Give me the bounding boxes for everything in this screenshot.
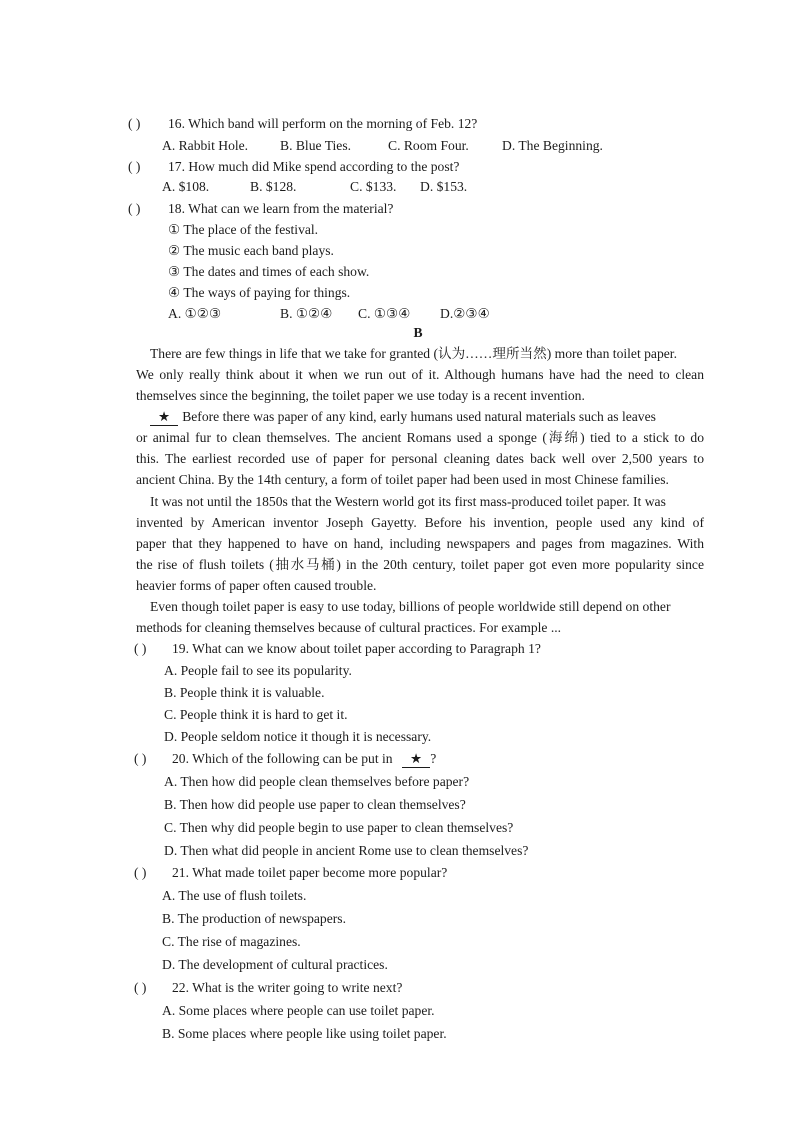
- question-17-option-d: D. $153.: [420, 179, 468, 194]
- passage-p1-line-3: themselves since the beginning, the toilet paper we use today is a recent invention.: [136, 388, 585, 403]
- question-16-option-b: B. Blue Ties.: [280, 138, 352, 153]
- answer-bracket: ( ): [128, 159, 141, 174]
- question-18-option-d: D.②③④: [440, 306, 490, 321]
- passage-p3-line-3: paper that they happened to have on hand, including newspapers and pages from magazines. With: [136, 536, 704, 551]
- answer-bracket: ( ): [134, 751, 147, 766]
- question-18-option-a: A. ①②③: [168, 306, 222, 321]
- question-20-stem: [172, 751, 436, 768]
- star-blank: ★: [402, 751, 430, 768]
- question-20-option-a: A. Then how did people clean themselves before paper?: [164, 774, 470, 789]
- question-17-stem: 17. How much did Mike spend according to the post?: [168, 159, 460, 174]
- question-20-stem-text: 20. Which of the following can be put in: [172, 751, 393, 766]
- question-19-option-b: B. People think it is valuable.: [164, 685, 325, 700]
- answer-bracket: ( ): [134, 865, 147, 880]
- answer-bracket: ( ): [134, 980, 147, 995]
- question-16-option-d: D. The Beginning.: [502, 138, 603, 153]
- question-18-item-1: ① The place of the festival.: [168, 222, 319, 237]
- passage-p3-line-4: the rise of flush toilets (抽水马桶) in the 20th century, toilet paper got even more popularity since: [136, 557, 704, 572]
- question-18-stem: 18. What can we learn from the material?: [168, 201, 394, 216]
- question-16-option-c: C. Room Four.: [388, 138, 469, 153]
- answer-bracket: ( ): [134, 641, 147, 656]
- passage-p3-line-1: It was not until the 1850s that the Western world got its first mass-produced toilet paper. It was: [150, 494, 666, 509]
- question-19-option-a: A. People fail to see its popularity.: [164, 663, 352, 678]
- question-18-item-3: ③ The dates and times of each show.: [168, 264, 370, 279]
- passage-p2-line-2: or animal fur to clean themselves. The ancient Romans used a sponge (海绵) tied to a stick to do: [136, 430, 704, 445]
- question-21-option-c: C. The rise of magazines.: [162, 934, 301, 949]
- question-19-option-d: D. People seldom notice it though it is necessary.: [164, 729, 432, 744]
- passage-p2-line-1: [150, 409, 656, 426]
- question-19-option-c: C. People think it is hard to get it.: [164, 707, 348, 722]
- passage-p4-line-1: Even though toilet paper is easy to use today, billions of people worldwide still depend on other: [150, 599, 671, 614]
- question-20-qmark: ?: [430, 751, 437, 766]
- passage-p3-line-2: invented by American inventor Joseph Gayetty. Before his invention, people used any kind of: [136, 515, 704, 530]
- question-18-item-2: ② The music each band plays.: [168, 243, 334, 258]
- question-16-stem: 16. Which band will perform on the morning of Feb. 12?: [168, 116, 478, 131]
- passage-p1-line-1: There are few things in life that we take for granted (认为……理所当然) more than toilet paper.: [150, 346, 677, 361]
- question-22-option-a: A. Some places where people can use toilet paper.: [162, 1003, 435, 1018]
- question-18-option-c: C. ①③④: [358, 306, 411, 321]
- question-21-option-b: B. The production of newspapers.: [162, 911, 346, 926]
- question-22-stem: 22. What is the writer going to write next?: [172, 980, 403, 995]
- question-22-option-b: B. Some places where people like using toilet paper.: [162, 1026, 447, 1041]
- passage-p4-line-2: methods for cleaning themselves because of cultural practices. For example ...: [136, 620, 562, 635]
- question-17-option-a: A. $108.: [162, 179, 210, 194]
- passage-p2-line-3: this. The earliest recorded use of paper for personal cleaning dates back well over 2,500 years to: [136, 451, 704, 466]
- question-18-item-4: ④ The ways of paying for things.: [168, 285, 351, 300]
- passage-p2-line-4: ancient China. By the 14th century, a form of toilet paper had been used in most Chinese families.: [136, 472, 669, 487]
- question-20-option-b: B. Then how did people use paper to clean themselves?: [164, 797, 466, 812]
- passage-p2-line-1-text: Before there was paper of any kind, early humans used natural materials such as leaves: [182, 409, 656, 424]
- question-16-option-a: A. Rabbit Hole.: [162, 138, 249, 153]
- question-21-option-a: A. The use of flush toilets.: [162, 888, 307, 903]
- question-17-option-b: B. $128.: [250, 179, 297, 194]
- answer-bracket: ( ): [128, 201, 141, 216]
- question-17-option-c: C. $133.: [350, 179, 397, 194]
- answer-bracket: ( ): [128, 116, 141, 131]
- question-20-option-d: D. Then what did people in ancient Rome use to clean themselves?: [164, 843, 529, 858]
- section-b-heading: B: [413, 325, 423, 340]
- passage-p3-line-5: heavier forms of paper often caused trouble.: [136, 578, 377, 593]
- question-20-option-c: C. Then why did people begin to use paper to clean themselves?: [164, 820, 514, 835]
- question-21-option-d: D. The development of cultural practices.: [162, 957, 388, 972]
- question-18-option-b: B. ①②④: [280, 306, 333, 321]
- question-19-stem: 19. What can we know about toilet paper according to Paragraph 1?: [172, 641, 541, 656]
- question-21-stem: 21. What made toilet paper become more popular?: [172, 865, 448, 880]
- passage-p1-line-2: We only really think about it when we run out of it. Although humans have had the need to clean: [136, 367, 704, 382]
- star-blank: ★: [150, 409, 178, 426]
